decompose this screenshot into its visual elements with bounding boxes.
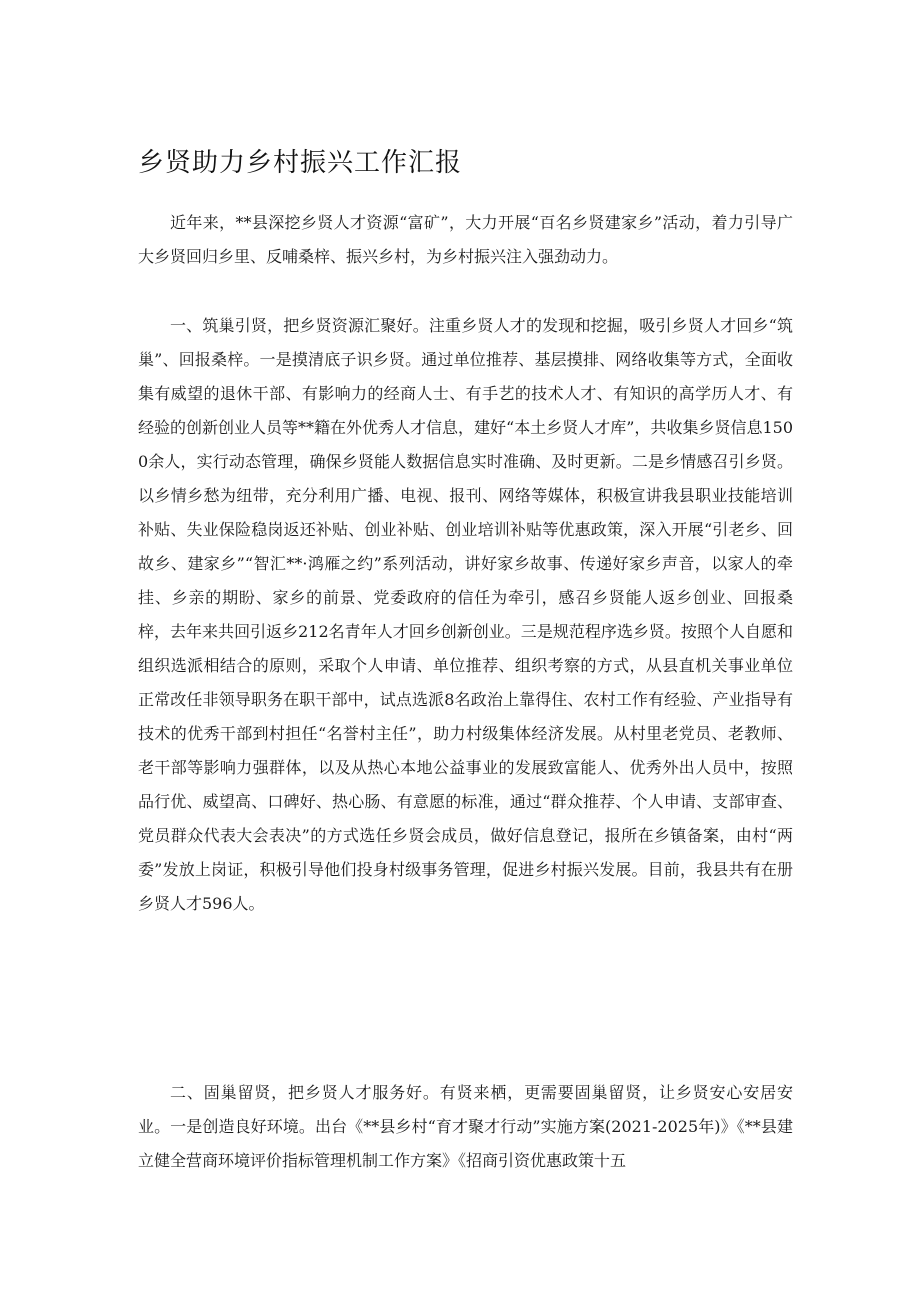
paragraph-section-1: 一、筑巢引贤，把乡贤资源汇聚好。注重乡贤人才的发现和挖掘，吸引乡贤人才回乡“筑巢”、回报桑梓。一是摸清底子识乡贤。通过单位推荐、基层摸排、网络收集等方式，全面收集有威望的退休干部、有影响力的经商人士、有手艺的技术人才、有知识的高学历人才、有经验的创新创业人员等**籍在外优秀人才信息，建好“本土乡贤人才库”，共收集乡贤信息1500余人，实行动态管理，确保乡贤能人数据信息实时准确、及时更新。二是乡情感召引乡贤。以乡情乡愁为纽带，充分利用广播、电视、报刊、网络等媒体，积极宣讲我县职业技能培训补贴、失业保险稳岗返还补贴、创业补贴、创业培训补贴等优惠政策，深入开展“引老乡、回故乡、建家乡”“智汇**·鸿雁之约”系列活动，讲好家乡故事、传递好家乡声音，以家人的牵挂、乡亲的期盼、家乡的前景、党委政府的信任为牵引，感召乡贤能人返乡创业、回报桑梓，去年来共回引返乡212名青年人才回乡创新创业。三是规范程序选乡贤。按照个人自愿和组织选派相结合的原则，采取个人申请、单位推荐、组织考察的方式，从县直机关事业单位正常改任非领导职务在职干部中，试点选派8名政治上靠得住、农村工作有经验、产业指导有技术的优秀干部到村担任“名誉村主任”，助力村级集体经济发展。从村里老党员、老教师、老干部等影响力强群体，以及从热心本地公益事业的发展致富能人、优秀外出人员中，按照品行优、威望高、口碑好、热心肠、有意愿的标准，通过“群众推荐、个人申请、支部审查、党员群众代表大会表决”的方式选任乡贤会成员，做好信息登记，报所在乡镇备案，由村“两委”发放上岗证，积极引导他们投身村级事务管理，促进乡村振兴发展。目前，我县共有在册乡贤人才596人。 xyxy=(138,316,793,913)
document-title: 乡贤助力乡村振兴工作汇报 xyxy=(138,148,463,178)
paragraph-intro: 近年来，**县深挖乡贤人才资源“富矿”，大力开展“百名乡贤建家乡”活动，着力引导广大乡贤回归乡里、反哺桑梓、振兴乡村，为乡村振兴注入强劲动力。 xyxy=(138,213,793,266)
paragraph-section-2: 二、固巢留贤，把乡贤人才服务好。有贤来栖，更需要固巢留贤，让乡贤安心安居安业。一是创造良好环境。出台《**县乡村“育才聚才行动”实施方案(2021-2025年)》《**县建立健全营商环境评价指标管理机制工作方案》《招商引资优惠政策十五 xyxy=(138,1083,793,1170)
